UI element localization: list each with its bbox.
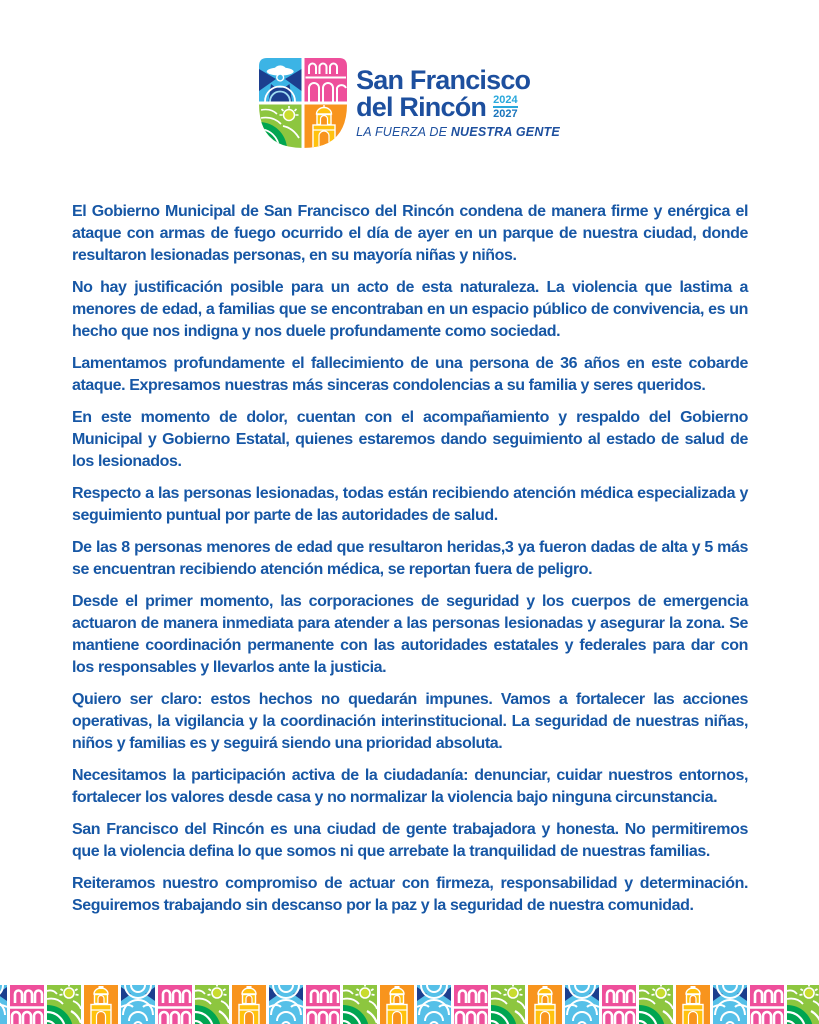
- tagline-bold: NUESTRA GENTE: [450, 125, 560, 139]
- wordmark-line2: del Rincón: [356, 92, 487, 122]
- border-tile-orange-tower-icon: [84, 985, 118, 1024]
- border-tile-blue-hat-icon: [713, 985, 747, 1024]
- border-tile-green-sun-icon: [343, 985, 377, 1024]
- border-tile-pink-arches-icon: [602, 985, 636, 1024]
- border-tile-green-sun-icon: [195, 985, 229, 1024]
- border-tile-orange-tower-icon: [528, 985, 562, 1024]
- border-tile-pink-arches-icon: [454, 985, 488, 1024]
- border-tile-pink-arches-icon: [750, 985, 784, 1024]
- border-tile-green-sun-icon: [639, 985, 673, 1024]
- wordmark-line1: San Francisco: [356, 65, 531, 95]
- statement-paragraph: San Francisco del Rincón es una ciudad de gente trabajadora y honesta. No permitiremos que la violencia defina lo que somos ni que arrebate la tranquilidad de nuestras familias.: [72, 821, 748, 860]
- statement-paragraph: Respecto a las personas lesionadas, todas están recibiendo atención médica especializada y seguimiento puntual por parte de las autoridades de salud.: [72, 485, 748, 524]
- statement-paragraph: De las 8 personas menores de edad que resultaron heridas,3 ya fueron dadas de alta y 5 más se encuentran recibiendo atención médica, se reportan fuera de peligro.: [72, 539, 748, 578]
- wordmark: [356, 67, 560, 139]
- statement-paragraph: En este momento de dolor, cuentan con el acompañamiento y respaldo del Gobierno Municipal y Gobierno Estatal, quienes estaremos dando seguimiento al estado de salud de los lesionados.: [72, 409, 748, 470]
- statement-paragraph: El Gobierno Municipal de San Francisco del Rincón condena de manera firme y enérgica el ataque con armas de fuego ocurrido el día de ayer en un parque de nuestra ciudad, donde resultaron lesionadas personas, en su mayoría niñas y niños.: [72, 203, 748, 264]
- statement-paragraph: Reiteramos nuestro compromiso de actuar con firmeza, responsabilidad y determinación. Seguiremos trabajando sin descanso por la paz y la seguridad de nuestra comunidad.: [72, 875, 748, 914]
- border-tile-blue-hat-icon: [121, 985, 155, 1024]
- decorative-border: [0, 985, 819, 1024]
- border-tile-pink-arches-icon: [10, 985, 44, 1024]
- border-tile-green-sun-icon: [47, 985, 81, 1024]
- border-tile-orange-tower-icon: [380, 985, 414, 1024]
- statement-paragraph: Necesitamos la participación activa de la ciudadanía: denunciar, cuidar nuestros entornos, fortalecer los valores desde casa y no normalizar la violencia bajo ninguna circunstancia.: [72, 767, 748, 806]
- border-tile-green-sun-icon: [491, 985, 525, 1024]
- border-tile-orange-tower-icon: [676, 985, 710, 1024]
- border-tile-orange-tower-icon: [232, 985, 266, 1024]
- statement-paragraph: Quiero ser claro: estos hechos no quedarán impunes. Vamos a fortalecer las acciones operativas, la vigilancia y la coordinación interinstitucional. La seguridad de nuestras niñas, niños y familias es y seguirá siendo una prioridad absoluta.: [72, 691, 748, 752]
- tagline: [356, 125, 560, 139]
- border-tile-blue-hat-icon: [269, 985, 303, 1024]
- statement-body: [72, 201, 748, 927]
- city-emblem-icon: [259, 58, 347, 148]
- border-tile-pink-arches-icon: [158, 985, 192, 1024]
- statement-paragraph: No hay justificación posible para un acto de esta naturaleza. La violencia que lastima a menores de edad, a familias que se encontraban en un espacio público de convivencia, es un hecho que nos indigna y nos duele profundamente como sociedad.: [72, 279, 748, 340]
- year-start: 2024: [493, 94, 518, 106]
- border-tile-green-sun-icon: [787, 985, 819, 1024]
- statement-paragraph: Lamentamos profundamente el fallecimiento de una persona de 36 años en este cobarde ataque. Expresamos nuestras más sinceras condolencias a su familia y seres queridos.: [72, 355, 748, 394]
- administration-years: [493, 95, 517, 119]
- border-tile-blue-hat-icon: [565, 985, 599, 1024]
- municipal-logo: [0, 58, 819, 148]
- statement-paragraph: Desde el primer momento, las corporaciones de seguridad y los cuerpos de emergencia actuaron de manera inmediata para atender a las personas lesionadas y asegurar la zona. Se mantiene coordinación permanente con las autoridades estatales y federales para dar con los responsables y llevarlos ante la justicia.: [72, 593, 748, 676]
- year-end: 2027: [493, 108, 518, 120]
- border-tile-blue-hat-icon: [0, 985, 7, 1024]
- tagline-regular: LA FUERZA DE: [356, 125, 451, 139]
- border-tile-blue-hat-icon: [417, 985, 451, 1024]
- border-tile-pink-arches-icon: [306, 985, 340, 1024]
